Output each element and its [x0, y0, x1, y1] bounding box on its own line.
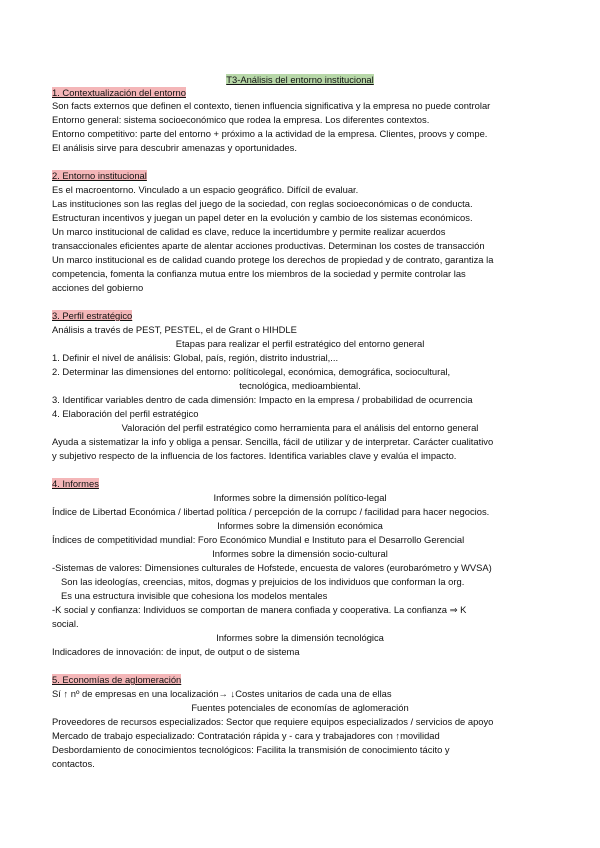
text-line: Entorno competitivo: parte del entorno + próximo a la actividad de la empresa. Clientes, proovs y compe. [52, 128, 488, 139]
page-title: T3-Análisis del entorno institucional [226, 74, 374, 85]
section-1-heading: 1. Contextualización del entorno [52, 87, 186, 98]
text-line: Son facts externos que definen el contexto, tienen influencia significativa y la empresa no puede controlar [52, 100, 491, 111]
text-line: acciones del gobierno [52, 282, 144, 293]
text-line: Análisis a través de PEST, PESTEL, el de Grant o HIHDLE [52, 324, 297, 335]
text-line: Un marco institucional es de calidad cuando protege los derechos de propiedad y de contrato, garantiza la [52, 254, 494, 265]
text-line: Entorno general: sistema socioeconómico que rodea la empresa. Los diferentes contextos. [52, 114, 430, 125]
text-line: Índices de competitividad mundial: Foro Económico Mundial e Instituto para el Desarrollo Gerencial [52, 534, 465, 545]
list-item: 3. Identificar variables dentro de cada dimensión: Impacto en la empresa / probabilidad de ocurrencia [52, 394, 473, 405]
subheading: Informes sobre la dimensión económica [217, 520, 383, 531]
text-line: Indicadores de innovación: de input, de output o de sistema [52, 646, 300, 657]
text-line: Índice de Libertad Económica / libertad política / percepción de la corrupc / facilidad para hacer negocios. [52, 506, 490, 517]
page-title-line [0, 73, 600, 86]
subheading: Informes sobre la dimensión tecnológica [216, 632, 384, 643]
text-line: El análisis sirve para descubrir amenazas y oportunidades. [52, 142, 297, 153]
section-4-heading: 4. Informes [52, 478, 99, 489]
text-line: Desbordamiento de conocimientos tecnológicos: Facilita la transmisión de conocimiento tácito y [52, 744, 450, 755]
section-4-heading-line [52, 477, 99, 490]
subheading: Informes sobre la dimensión socio-cultural [212, 548, 388, 559]
text-line: Un marco institucional de calidad es clave, reduce la incertidumbre y permite realizar acuerdos [52, 226, 446, 237]
section-1-heading-line [52, 86, 186, 99]
section-3-heading-line [52, 309, 132, 322]
list-item: 4. Elaboración del perfil estratégico [52, 408, 199, 419]
text-line: Ayuda a sistematizar la info y obliga a pensar. Sencilla, fácil de utilizar y de interpretar. Carácter cualitativo [52, 436, 494, 447]
section-5-heading-line [52, 673, 181, 686]
list-item-continuation: tecnológica, medioambiental. [239, 380, 361, 391]
list-item: 2. Determinar las dimensiones del entorno: políticolegal, económica, demográfica, sociocultural, [52, 366, 451, 377]
subheading: Etapas para realizar el perfil estratégico del entorno general [175, 338, 425, 349]
subheading: Informes sobre la dimensión político-legal [213, 492, 387, 503]
text-line: competencia, fomenta la confianza mutua entre los miembros de la sociedad y permite controlar las [52, 268, 466, 279]
text-line: Mercado de trabajo especializado: Contratación rápida y - cara y trabajadores con ↑movilidad [52, 730, 440, 741]
subheading: Fuentes potenciales de economías de aglomeración [191, 702, 409, 713]
text-line: contactos. [52, 758, 95, 769]
text-line: Proveedores de recursos especializados: Sector que requiere equipos especializados / servicios de apoyo [52, 716, 494, 727]
section-2-heading-line [52, 169, 147, 182]
section-2-heading: 2. Entorno institucional [52, 170, 147, 181]
text-line: Son las ideologías, creencias, mitos, dogmas y prejuicios de los individuos que conforman la org. [61, 576, 465, 587]
text-line: Sí ↑ nº de empresas en una localización→ ↓Costes unitarios de cada una de ellas [52, 688, 392, 699]
text-line: transaccionales eficientes aparte de alentar acciones productivas. Determinan los costes de transacción [52, 240, 485, 251]
text-line: Es el macroentorno. Vinculado a un espacio geográfico. Difícil de evaluar. [52, 184, 359, 195]
text-line: -K social y confianza: Individuos se comportan de manera confiada y cooperativa. La confianza ⇒ K [52, 604, 467, 615]
text-line: Es una estructura invisible que cohesiona los modelos mentales [61, 590, 328, 601]
text-line: social. [52, 618, 79, 629]
section-3-heading: 3. Perfil estratégico [52, 310, 133, 321]
section-5-heading: 5. Economías de aglomeración [52, 674, 182, 685]
text-line: -Sistemas de valores: Dimensiones culturales de Hofstede, encuesta de valores (eurobarómetro y WVSA) [52, 562, 492, 573]
list-item: 1. Definir el nivel de análisis: Global, país, región, distrito industrial,... [52, 352, 339, 363]
subheading: Valoración del perfil estratégico como herramienta para el análisis del entorno general [121, 422, 479, 433]
text-line: Estructuran incentivos y juegan un papel deter en la evolución y cambio de los sistemas económicos. [52, 212, 473, 223]
text-line: Las instituciones son las reglas del juego de la sociedad, con reglas socioeconómicas o de conducta. [52, 198, 473, 209]
text-line: y subjetivo respecto de la influencia de los factores. Identifica variables clave y evalúa el impacto. [52, 450, 457, 461]
